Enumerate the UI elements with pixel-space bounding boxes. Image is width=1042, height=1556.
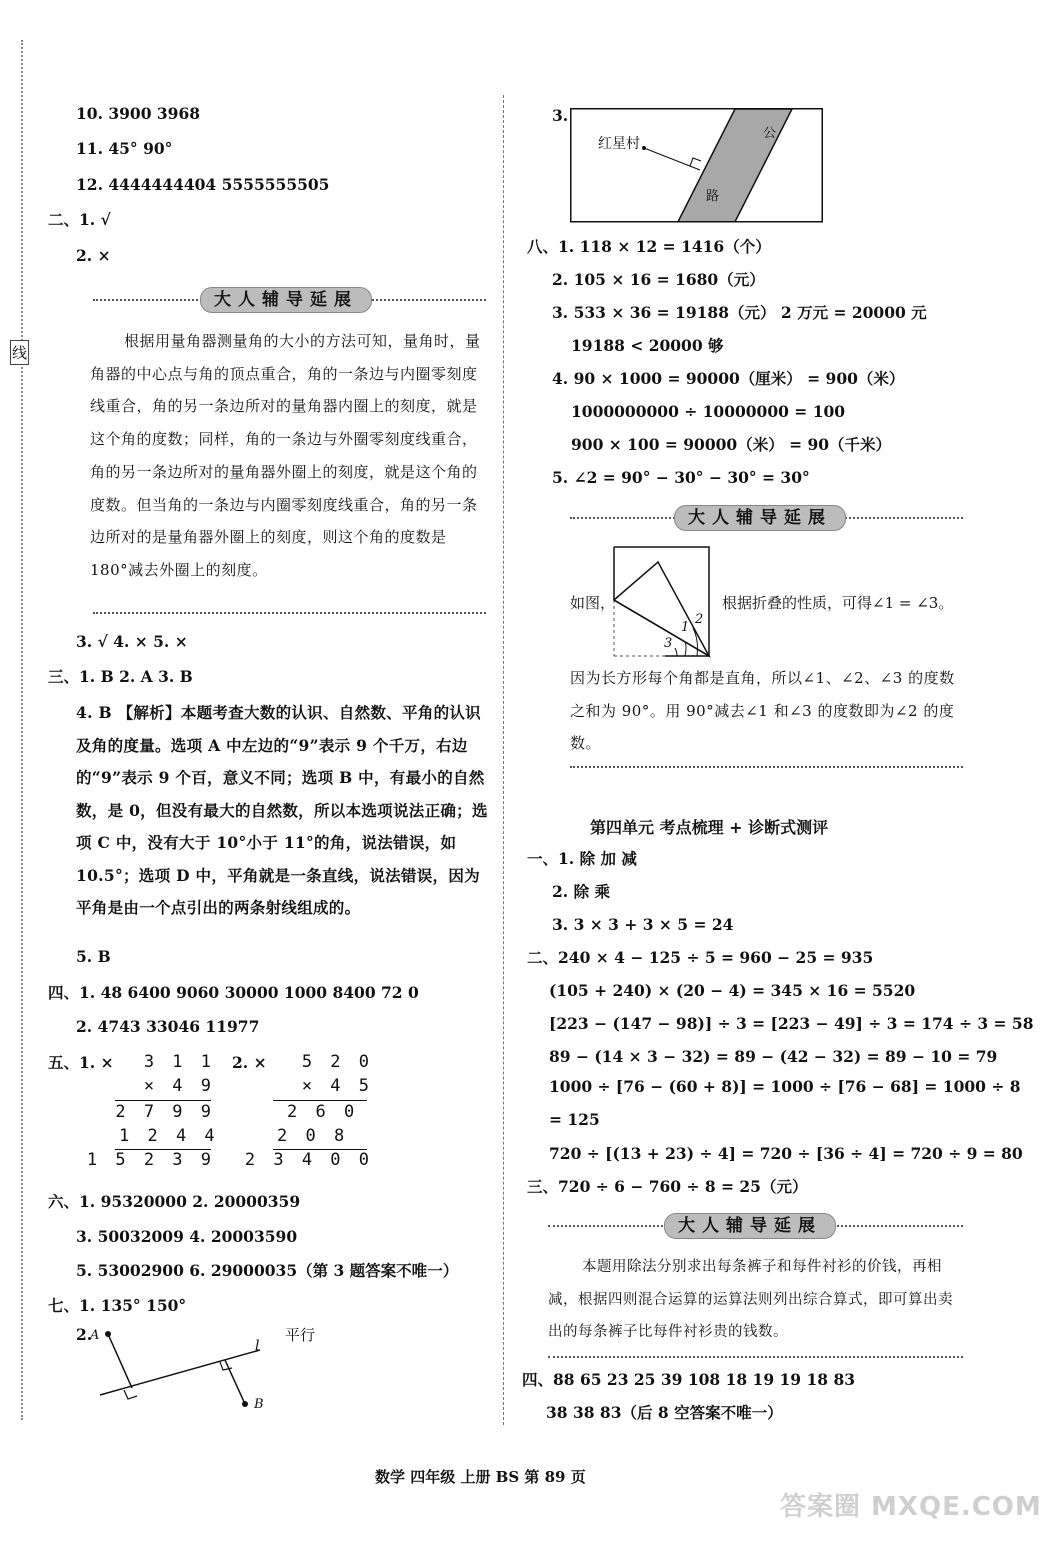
column-divider xyxy=(503,95,504,1425)
calc2-row1: 5 2 0 xyxy=(301,1052,373,1072)
vertical-calculation-2 xyxy=(244,1052,373,1172)
unit4-section-1-answer-3: 3. 3 × 3 + 3 × 5 = 24 xyxy=(552,915,734,934)
section-7-answer-3-label: 3. xyxy=(552,106,569,125)
section-8-answer-5: 5. ∠2 = 90° − 30° − 30° = 30° xyxy=(552,468,810,487)
tutoring-banner-title: 大人辅导延展 xyxy=(200,287,372,313)
tutoring-end-line-3 xyxy=(548,1356,963,1358)
figure-label-parallel: 平行 xyxy=(285,1326,316,1344)
unit4-section-3-answer: 三、720 ÷ 6 − 760 ÷ 8 = 25（元） xyxy=(527,1177,808,1196)
section-3-answer-5: 5. B xyxy=(76,947,111,966)
section-3-answer-4-analysis: 4. B 【解析】本题考查大数的认识、自然数、平角的认识及角的度量。选项 A 中左边的“9”表示 9 个千万，右边的“9”表示 9 个百，意义不同；选项 B 中，有最小的自然数，是 0，但没有最大的自然数，所以本选项说法正确；选项 C 中，没有大于 10°小于 11°的角，说法错误，如 10.5°；选项 D 中，平角就是一条直线，说法错误，因为平角是由一个点引出的两条射线组成的。 xyxy=(76,703,488,917)
calc2-row3: 2 6 0 xyxy=(287,1102,359,1122)
figure-label-B: B xyxy=(254,1397,264,1412)
calc1-row1: 3 1 1 xyxy=(143,1052,215,1072)
tutoring-banner-1 xyxy=(93,287,486,313)
binding-margin-label: 线 xyxy=(10,340,29,365)
section-6-answers-5-6: 5. 53002900 6. 29000035（第 3 题答案不唯一） xyxy=(76,1261,459,1280)
figure-label-l: l xyxy=(255,1338,260,1354)
unit4-section-1-answer-2: 2. 除 乘 xyxy=(552,882,610,901)
calc1-row2: × 4 9 xyxy=(143,1076,215,1096)
section-8-answer-2: 2. 105 × 16 = 1680（元） xyxy=(552,270,765,289)
section-8-answer-4-line3: 900 × 100 = 90000（米） = 90（千米） xyxy=(571,435,892,454)
map-label-road-2: 路 xyxy=(706,189,720,204)
section-6-answers-3-4: 3. 50032009 4. 20003590 xyxy=(76,1227,298,1246)
watermark: 答案圈 MXQE.COM xyxy=(780,1492,1042,1522)
answer-11: 11. 45° 90° xyxy=(76,139,173,158)
unit4-section-1-answer-1: 一、1. 除 加 减 xyxy=(527,849,637,868)
unit4-section-4-line-1: 四、88 65 23 25 39 108 18 19 19 18 83 xyxy=(522,1370,856,1389)
section-8-answer-4-line2: 1000000000 ÷ 10000000 = 100 xyxy=(571,402,846,421)
vertical-calculation-1 xyxy=(86,1052,219,1172)
section-2-answer-2: 2. × xyxy=(76,246,111,265)
figure-label-A: A xyxy=(90,1328,100,1343)
map-label-road-1: 公 xyxy=(763,126,777,141)
road-map-figure xyxy=(570,108,823,223)
section-8-answer-3: 3. 533 × 36 = 19188（元） 2 万元 = 20000 元 xyxy=(552,303,927,322)
answer-12: 12. 4444444404 5555555505 xyxy=(76,175,330,194)
tutoring-banner-title: 大人辅导延展 xyxy=(674,505,846,531)
fold-angle-3: 3 xyxy=(664,636,673,651)
calc2-row2: × 4 5 xyxy=(301,1076,373,1096)
fold-angle-2: 2 xyxy=(695,612,704,627)
tutoring-banner-2 xyxy=(570,505,963,531)
calc1-row3: 2 7 9 9 xyxy=(115,1102,215,1122)
perpendicular-figure xyxy=(80,1320,280,1420)
section-2-answer-1: 二、1. √ xyxy=(48,210,111,229)
unit4-section-4-line-2: 38 38 83（后 8 空答案不唯一） xyxy=(546,1403,783,1422)
section-7-answer-1: 七、1. 135° 150° xyxy=(48,1296,187,1315)
fold-angle-1: 1 xyxy=(681,620,690,635)
tutoring-banner-title: 大人辅导延展 xyxy=(664,1213,836,1239)
section-7-answer-2-label: 2. xyxy=(76,1325,93,1344)
section-5-answer-1: 五、1. × xyxy=(48,1053,114,1072)
map-label-village: 红星村 xyxy=(598,136,640,152)
tutoring-paragraph-2: 因为长方形每个角都是直角，所以∠1、∠2、∠3 的度数之和为 90°。用 90°减去∠1 和∠3 的度数即为∠2 的度数。 xyxy=(570,669,955,753)
section-8-answer-3-compare: 19188 < 20000 够 xyxy=(571,336,724,355)
calc1-row5: 1 5 2 3 9 xyxy=(86,1150,215,1170)
unit4-section-2-line-4: 89 − (14 × 3 − 32) = 89 − (42 − 32) = 89 − 10 = 79 xyxy=(549,1047,998,1066)
section-6-answers-1-2: 六、1. 95320000 2. 20000359 xyxy=(48,1192,301,1211)
unit4-section-2-line-2: (105 + 240) × (20 − 4) = 345 × 16 = 5520 xyxy=(549,981,916,1000)
section-4-answer-1: 四、1. 48 6400 9060 30000 1000 8400 72 0 xyxy=(48,983,419,1002)
folding-rectangle-figure xyxy=(613,546,713,658)
calc2-row4: 2 0 8 xyxy=(277,1126,349,1146)
unit4-section-2-line-7: 720 ÷ [(13 + 23) ÷ 4] = 720 ÷ [36 ÷ 4] = 720 ÷ 9 = 80 xyxy=(549,1144,1023,1163)
tutoring-paragraph-3: 本题用除法分别求出每条裤子和每件衬衫的价钱，再相减，根据四则混合运算的运算法则列出综合算式，即可算出卖出的每条裤子比每件衬衫贵的钱数。 xyxy=(548,1259,953,1341)
tutoring-end-line-1 xyxy=(93,612,486,614)
calc2-row5: 2 3 4 0 0 xyxy=(244,1150,373,1170)
unit4-section-2-line-3: [223 − (147 − 98)] ÷ 3 = [223 − 49] ÷ 3 = 174 ÷ 3 = 58 xyxy=(549,1014,1034,1033)
unit4-section-2-line-6: = 125 xyxy=(549,1110,600,1129)
unit4-section-2-line-1: 二、240 × 4 − 125 ÷ 5 = 960 − 25 = 935 xyxy=(527,948,874,967)
section-5-answer-2: 2. × xyxy=(232,1053,267,1072)
section-4-answer-2: 2. 4743 33046 11977 xyxy=(76,1017,260,1036)
calc1-row4: 1 2 4 4 xyxy=(119,1126,219,1146)
tutoring-paragraph-1: 根据用量角器测量角的大小的方法可知，量角时，量角器的中心点与角的顶点重合，角的一条边与内圈零刻度线重合，角的另一条边所对的量角器内圈上的刻度，就是这个角的度数；同样，角的一条边与外圈零刻度线重合，角的另一条边所对的量角器外圈上的刻度，就是这个角的度数。但当角的一条边与内圈零刻度线重合，角的另一条边所对的是量角器外圈上的刻度，则这个角的度数是 180°减去外圈上的刻度。 xyxy=(90,332,481,579)
unit4-section-2-line-5: 1000 ÷ [76 − (60 + 8)] = 1000 ÷ [76 − 68] = 1000 ÷ 8 xyxy=(549,1077,1021,1096)
fold-text-left: 如图， xyxy=(570,594,616,612)
tutoring-end-line-2 xyxy=(570,766,963,768)
section-3-answers-1-3: 三、1. B 2. A 3. B xyxy=(48,667,193,686)
section-8-answer-4: 4. 90 × 1000 = 90000（厘米） = 900（米） xyxy=(552,369,905,388)
binding-margin-dotted-line xyxy=(21,40,23,1420)
answer-10: 10. 3900 3968 xyxy=(76,104,201,123)
tutoring-banner-3 xyxy=(548,1213,963,1239)
section-2-answers-3-5: 3. √ 4. × 5. × xyxy=(76,632,188,651)
section-8-answer-1: 八、1. 118 × 12 = 1416（个） xyxy=(527,237,771,256)
unit-4-title: 第四单元 考点梳理 + 诊断式测评 xyxy=(590,818,829,837)
page-footer: 数学 四年级 上册 BS 第 89 页 xyxy=(375,1468,586,1486)
fold-text-right: 根据折叠的性质，可得∠1 = ∠3。 xyxy=(722,594,954,612)
